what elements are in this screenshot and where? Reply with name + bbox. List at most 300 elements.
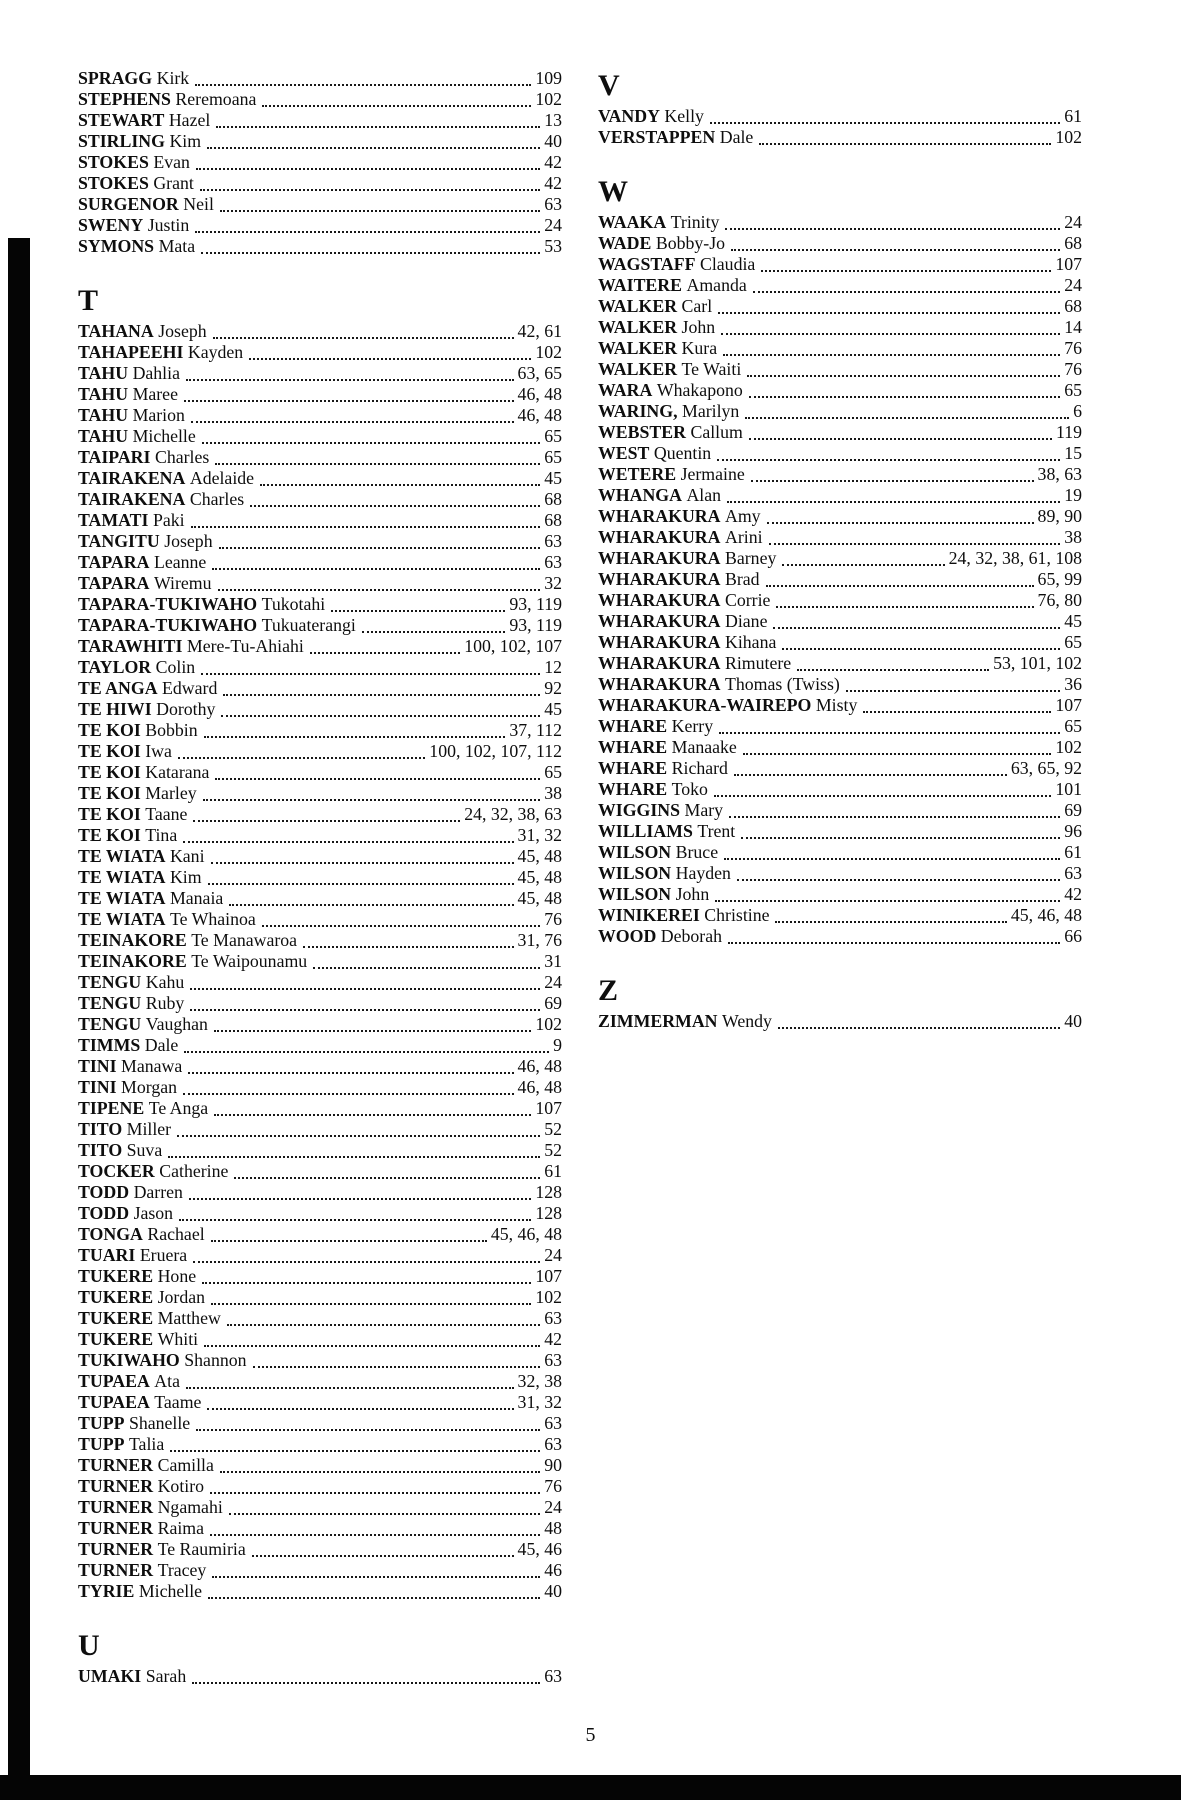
entry-page-numbers: 119 bbox=[1055, 422, 1082, 442]
entry-surname: TAHANA bbox=[78, 321, 154, 341]
index-entry bbox=[598, 275, 1082, 296]
index-entry bbox=[598, 632, 1082, 653]
entry-surname: TEINAKORE bbox=[78, 951, 187, 971]
dot-leader bbox=[721, 317, 1060, 338]
dot-leader bbox=[782, 632, 1060, 653]
entry-page-numbers: 100, 102, 107 bbox=[464, 636, 562, 656]
index-entry bbox=[78, 1266, 562, 1287]
dot-leader bbox=[741, 821, 1060, 842]
dot-leader bbox=[229, 1497, 540, 1518]
entry-given-name: Adelaide bbox=[189, 468, 255, 488]
index-entry bbox=[78, 321, 562, 342]
entry-page-numbers: 31, 32 bbox=[517, 825, 562, 845]
entry-given-name: Kihana bbox=[725, 632, 777, 652]
entry-surname: TANGITU bbox=[78, 531, 160, 551]
dot-leader bbox=[717, 443, 1060, 464]
entry-page-numbers: 45, 48 bbox=[517, 846, 562, 866]
entry-page-numbers: 89, 90 bbox=[1037, 506, 1082, 526]
entry-page-numbers: 63 bbox=[1064, 863, 1082, 883]
entry-page-numbers: 32 bbox=[544, 573, 562, 593]
entry-page-numbers: 102 bbox=[535, 89, 562, 109]
entry-given-name: Wendy bbox=[722, 1011, 772, 1031]
entry-surname: WHARAKURA-WAIREPO bbox=[598, 695, 812, 715]
section-heading: T bbox=[78, 284, 99, 317]
entry-given-name: Edward bbox=[162, 678, 218, 698]
section-entries bbox=[78, 68, 562, 257]
entry-surname: TENGU bbox=[78, 993, 142, 1013]
dot-leader bbox=[202, 1266, 531, 1287]
entry-page-numbers: 40 bbox=[544, 1581, 562, 1601]
entry-page-numbers: 102 bbox=[535, 342, 562, 362]
index-entry bbox=[78, 657, 562, 678]
index-entry bbox=[598, 506, 1082, 527]
entry-surname: WETERE bbox=[598, 464, 677, 484]
entry-given-name: Charles bbox=[189, 489, 245, 509]
dot-leader bbox=[219, 531, 541, 552]
dot-leader bbox=[186, 363, 514, 384]
entry-surname: TAHU bbox=[78, 405, 129, 425]
index-entry bbox=[78, 762, 562, 783]
entry-surname: WHARE bbox=[598, 737, 668, 757]
entry-page-numbers: 42 bbox=[544, 1329, 562, 1349]
dot-leader bbox=[749, 422, 1052, 443]
entry-surname: ZIMMERMAN bbox=[598, 1011, 718, 1031]
dot-leader bbox=[221, 699, 540, 720]
dot-leader bbox=[188, 1056, 513, 1077]
entry-given-name: Trinity bbox=[670, 212, 720, 232]
index-entry bbox=[78, 699, 562, 720]
dot-leader bbox=[177, 1119, 540, 1140]
entry-page-numbers: 40 bbox=[1064, 1011, 1082, 1031]
entry-surname: TOCKER bbox=[78, 1161, 155, 1181]
entry-surname: SYMONS bbox=[78, 236, 155, 256]
index-entry bbox=[78, 594, 562, 615]
entry-surname: TAHU bbox=[78, 363, 129, 383]
entry-given-name: Kani bbox=[169, 846, 205, 866]
index-entry bbox=[598, 127, 1082, 148]
entry-given-name: Iwa bbox=[145, 741, 172, 761]
dot-leader bbox=[728, 926, 1060, 947]
entry-page-numbers: 65 bbox=[1064, 380, 1082, 400]
entry-given-name: Tracey bbox=[157, 1560, 207, 1580]
entry-page-numbers: 63 bbox=[544, 531, 562, 551]
index-entry bbox=[598, 905, 1082, 926]
entry-page-numbers: 45, 48 bbox=[517, 888, 562, 908]
dot-leader bbox=[331, 594, 505, 615]
index-entry bbox=[78, 215, 562, 236]
entry-given-name: Shanelle bbox=[128, 1413, 191, 1433]
entry-surname: TE KOI bbox=[78, 825, 141, 845]
dot-leader bbox=[262, 909, 540, 930]
entry-given-name: Amanda bbox=[686, 275, 747, 295]
entry-given-name: John bbox=[681, 317, 716, 337]
entry-page-numbers: 24 bbox=[544, 215, 562, 235]
index-entry bbox=[78, 636, 562, 657]
entry-surname: WHARE bbox=[598, 779, 668, 799]
dot-leader bbox=[260, 468, 540, 489]
dot-leader bbox=[201, 657, 540, 678]
entry-given-name: Jason bbox=[133, 1203, 174, 1223]
entry-given-name: Maree bbox=[132, 384, 178, 404]
entry-given-name: Ata bbox=[154, 1371, 180, 1391]
entry-given-name: Vaughan bbox=[145, 1014, 208, 1034]
dot-leader bbox=[749, 380, 1060, 401]
entry-page-numbers: 93, 119 bbox=[509, 615, 562, 635]
entry-page-numbers: 128 bbox=[535, 1203, 562, 1223]
index-entry bbox=[598, 527, 1082, 548]
entry-page-numbers: 63 bbox=[544, 552, 562, 572]
dot-leader bbox=[210, 1518, 540, 1539]
index-entry bbox=[78, 68, 562, 89]
entry-surname: TENGU bbox=[78, 1014, 142, 1034]
index-entry bbox=[78, 1182, 562, 1203]
entry-given-name: Colin bbox=[155, 657, 196, 677]
entry-given-name: Claudia bbox=[699, 254, 756, 274]
index-entry bbox=[598, 884, 1082, 905]
entry-page-numbers: 38 bbox=[1064, 527, 1082, 547]
entry-given-name: John bbox=[675, 884, 710, 904]
entry-given-name: Suva bbox=[126, 1140, 163, 1160]
entry-given-name: Neil bbox=[183, 194, 214, 214]
dot-leader bbox=[745, 401, 1069, 422]
entry-given-name: Kotiro bbox=[157, 1476, 205, 1496]
entry-page-numbers: 63 bbox=[544, 194, 562, 214]
entry-surname: WALKER bbox=[598, 296, 678, 316]
entry-surname: STEWART bbox=[78, 110, 165, 130]
dot-leader bbox=[313, 951, 540, 972]
entry-page-numbers: 12 bbox=[544, 657, 562, 677]
entry-page-numbers: 31 bbox=[544, 951, 562, 971]
dot-leader bbox=[731, 233, 1060, 254]
dot-leader bbox=[727, 485, 1060, 506]
index-entry bbox=[78, 363, 562, 384]
entry-page-numbers: 19 bbox=[1064, 485, 1082, 505]
entry-page-numbers: 63, 65 bbox=[517, 363, 562, 383]
entry-page-numbers: 13 bbox=[544, 110, 562, 130]
entry-surname: TUPP bbox=[78, 1434, 125, 1454]
index-section bbox=[598, 174, 1082, 947]
index-entry bbox=[78, 173, 562, 194]
section-entries bbox=[598, 212, 1082, 947]
entry-surname: TUKERE bbox=[78, 1287, 154, 1307]
entry-surname: WHANGA bbox=[598, 485, 682, 505]
index-section bbox=[598, 973, 1082, 1032]
entry-surname: TAIPARI bbox=[78, 447, 151, 467]
index-columns bbox=[78, 68, 1082, 1687]
entry-page-numbers: 107 bbox=[1055, 254, 1082, 274]
index-entry bbox=[598, 863, 1082, 884]
index-entry bbox=[78, 510, 562, 531]
entry-given-name: Te Anga bbox=[148, 1098, 209, 1118]
column-sections bbox=[598, 68, 1082, 1032]
entry-given-name: Hone bbox=[157, 1266, 197, 1286]
entry-surname: VERSTAPPEN bbox=[598, 127, 716, 147]
dot-leader bbox=[192, 1666, 540, 1687]
dot-leader bbox=[725, 212, 1060, 233]
dot-leader bbox=[196, 152, 540, 173]
index-entry bbox=[78, 993, 562, 1014]
index-entry bbox=[78, 867, 562, 888]
index-entry bbox=[78, 552, 562, 573]
dot-leader bbox=[846, 674, 1060, 695]
entry-given-name: Thomas (Twiss) bbox=[725, 674, 840, 694]
entry-surname: WHARAKURA bbox=[598, 506, 721, 526]
entry-surname: TE HIWI bbox=[78, 699, 152, 719]
dot-leader bbox=[183, 1077, 514, 1098]
entry-page-numbers: 31, 76 bbox=[517, 930, 562, 950]
entry-surname: TUKERE bbox=[78, 1308, 154, 1328]
entry-surname: TAMATI bbox=[78, 510, 149, 530]
index-entry bbox=[598, 464, 1082, 485]
index-entry bbox=[78, 783, 562, 804]
entry-given-name: Eruera bbox=[139, 1245, 188, 1265]
index-entry bbox=[78, 1119, 562, 1140]
entry-surname: TURNER bbox=[78, 1539, 154, 1559]
entry-page-numbers: 46, 48 bbox=[517, 384, 562, 404]
index-entry bbox=[598, 674, 1082, 695]
entry-page-numbers: 102 bbox=[535, 1014, 562, 1034]
entry-given-name: Miller bbox=[126, 1119, 172, 1139]
entry-surname: WAGSTAFF bbox=[598, 254, 696, 274]
entry-given-name: Quentin bbox=[653, 443, 712, 463]
entry-surname: TAHAPEEHI bbox=[78, 342, 184, 362]
dot-leader bbox=[189, 1182, 531, 1203]
index-entry bbox=[78, 720, 562, 741]
scan-artifact-bottom-bar bbox=[0, 1775, 1181, 1800]
dot-leader bbox=[212, 1560, 540, 1581]
entry-surname: TAPARA bbox=[78, 573, 150, 593]
entry-page-numbers: 45 bbox=[1064, 611, 1082, 631]
entry-page-numbers: 109 bbox=[535, 68, 562, 88]
entry-page-numbers: 76, 80 bbox=[1037, 590, 1082, 610]
dot-leader bbox=[204, 1329, 540, 1350]
entry-page-numbers: 46 bbox=[544, 1560, 562, 1580]
dot-leader bbox=[191, 510, 541, 531]
entry-given-name: Rimutere bbox=[725, 653, 792, 673]
dot-leader bbox=[184, 384, 514, 405]
dot-leader bbox=[743, 737, 1052, 758]
entry-surname: TUARI bbox=[78, 1245, 136, 1265]
entry-given-name: Camilla bbox=[157, 1455, 214, 1475]
entry-given-name: Kura bbox=[681, 338, 718, 358]
dot-leader bbox=[211, 846, 514, 867]
index-entry bbox=[78, 1329, 562, 1350]
dot-leader bbox=[710, 106, 1060, 127]
entry-given-name: Jermaine bbox=[680, 464, 745, 484]
index-entry bbox=[78, 825, 562, 846]
entry-surname: UMAKI bbox=[78, 1666, 142, 1686]
index-entry bbox=[598, 338, 1082, 359]
entry-surname: WALKER bbox=[598, 359, 678, 379]
entry-page-numbers: 52 bbox=[544, 1119, 562, 1139]
index-entry bbox=[598, 233, 1082, 254]
section-entries bbox=[598, 106, 1082, 148]
dot-leader bbox=[252, 1539, 514, 1560]
entry-page-numbers: 63 bbox=[544, 1350, 562, 1370]
dot-leader bbox=[773, 611, 1060, 632]
index-entry bbox=[78, 531, 562, 552]
entry-page-numbers: 76 bbox=[544, 909, 562, 929]
dot-leader bbox=[216, 110, 540, 131]
entry-page-numbers: 24 bbox=[544, 972, 562, 992]
entry-page-numbers: 36 bbox=[1064, 674, 1082, 694]
dot-leader bbox=[213, 321, 514, 342]
entry-page-numbers: 61 bbox=[544, 1161, 562, 1181]
dot-leader bbox=[202, 426, 540, 447]
index-entry bbox=[78, 447, 562, 468]
dot-leader bbox=[714, 779, 1051, 800]
dot-leader bbox=[212, 552, 540, 573]
entry-surname: WEBSTER bbox=[598, 422, 686, 442]
entry-surname: TAPARA-TUKIWAHO bbox=[78, 594, 258, 614]
entry-surname: TONGA bbox=[78, 1224, 143, 1244]
entry-surname: SPRAGG bbox=[78, 68, 153, 88]
entry-surname: WHARAKURA bbox=[598, 653, 721, 673]
dot-leader bbox=[719, 716, 1060, 737]
entry-page-numbers: 68 bbox=[1064, 296, 1082, 316]
section-entries bbox=[598, 1011, 1082, 1032]
entry-surname: TINI bbox=[78, 1077, 117, 1097]
index-entry bbox=[78, 804, 562, 825]
dot-leader bbox=[214, 1014, 531, 1035]
index-column bbox=[78, 68, 562, 1687]
entry-surname: SURGENOR bbox=[78, 194, 179, 214]
entry-given-name: Christine bbox=[704, 905, 770, 925]
entry-page-numbers: 65 bbox=[544, 447, 562, 467]
dot-leader bbox=[168, 1140, 540, 1161]
entry-page-numbers: 53 bbox=[544, 236, 562, 256]
entry-page-numbers: 24 bbox=[1064, 212, 1082, 232]
entry-page-numbers: 69 bbox=[1064, 800, 1082, 820]
entry-given-name: Kirk bbox=[156, 68, 190, 88]
entry-given-name: Joseph bbox=[158, 321, 207, 341]
entry-given-name: Brad bbox=[725, 569, 760, 589]
entry-given-name: Alan bbox=[686, 485, 722, 505]
entry-given-name: Leanne bbox=[153, 552, 207, 572]
entry-given-name: Charles bbox=[154, 447, 210, 467]
index-entry bbox=[598, 800, 1082, 821]
entry-page-numbers: 76 bbox=[544, 1476, 562, 1496]
dot-leader bbox=[215, 447, 540, 468]
entry-given-name: Talia bbox=[128, 1434, 165, 1454]
entry-surname: TE KOI bbox=[78, 762, 141, 782]
entry-page-numbers: 46, 48 bbox=[517, 1056, 562, 1076]
entry-page-numbers: 65, 99 bbox=[1037, 569, 1082, 589]
dot-leader bbox=[751, 464, 1034, 485]
dot-leader bbox=[250, 489, 540, 510]
dot-leader bbox=[253, 1350, 541, 1371]
entry-page-numbers: 46, 48 bbox=[517, 1077, 562, 1097]
dot-leader bbox=[179, 1203, 531, 1224]
entry-surname: WAITERE bbox=[598, 275, 682, 295]
index-entry bbox=[78, 1560, 562, 1581]
entry-page-numbers: 96 bbox=[1064, 821, 1082, 841]
dot-leader bbox=[729, 800, 1060, 821]
entry-surname: TE KOI bbox=[78, 783, 141, 803]
entry-surname: TIPENE bbox=[78, 1098, 145, 1118]
entry-surname: SWENY bbox=[78, 215, 144, 235]
dot-leader bbox=[195, 68, 531, 89]
entry-page-numbers: 107 bbox=[1055, 695, 1082, 715]
index-entry bbox=[598, 254, 1082, 275]
entry-given-name: Taame bbox=[154, 1392, 202, 1412]
entry-page-numbers: 45, 48 bbox=[517, 867, 562, 887]
entry-page-numbers: 24, 32, 38, 61, 108 bbox=[948, 548, 1082, 568]
index-entry bbox=[78, 405, 562, 426]
entry-page-numbers: 93, 119 bbox=[509, 594, 562, 614]
entry-page-numbers: 90 bbox=[544, 1455, 562, 1475]
index-entry bbox=[598, 821, 1082, 842]
entry-surname: TE KOI bbox=[78, 741, 141, 761]
entry-page-numbers: 63 bbox=[544, 1434, 562, 1454]
entry-given-name: Te Manawaroa bbox=[191, 930, 298, 950]
entry-given-name: Manaake bbox=[671, 737, 737, 757]
entry-surname: WILSON bbox=[598, 863, 672, 883]
index-entry bbox=[598, 611, 1082, 632]
section-heading: V bbox=[598, 69, 621, 102]
dot-leader bbox=[769, 527, 1061, 548]
index-section bbox=[78, 283, 562, 1602]
index-entry bbox=[78, 1077, 562, 1098]
entry-page-numbers: 40 bbox=[544, 131, 562, 151]
dot-leader bbox=[234, 1161, 540, 1182]
entry-given-name: Misty bbox=[815, 695, 858, 715]
dot-leader bbox=[203, 783, 541, 804]
dot-leader bbox=[193, 1245, 540, 1266]
entry-given-name: Grant bbox=[153, 173, 194, 193]
dot-leader bbox=[249, 342, 531, 363]
index-entry bbox=[78, 1014, 562, 1035]
dot-leader bbox=[170, 1434, 540, 1455]
index-entry bbox=[78, 1161, 562, 1182]
entry-surname: WIGGINS bbox=[598, 800, 681, 820]
index-entry bbox=[78, 1497, 562, 1518]
dot-leader bbox=[797, 653, 989, 674]
page-number: 5 bbox=[585, 1724, 596, 1746]
index-entry bbox=[598, 422, 1082, 443]
entry-page-numbers: 24 bbox=[544, 1497, 562, 1517]
entry-surname: TE KOI bbox=[78, 720, 141, 740]
entry-given-name: Hayden bbox=[675, 863, 731, 883]
entry-surname: TUPP bbox=[78, 1413, 125, 1433]
entry-given-name: Marley bbox=[145, 783, 197, 803]
dot-leader bbox=[183, 825, 513, 846]
entry-surname: TYRIE bbox=[78, 1581, 135, 1601]
entry-surname: WHARAKURA bbox=[598, 569, 721, 589]
entry-given-name: Shannon bbox=[184, 1350, 247, 1370]
entry-surname: WHARAKURA bbox=[598, 674, 721, 694]
index-entry bbox=[78, 1455, 562, 1476]
entry-given-name: Michelle bbox=[132, 426, 196, 446]
entry-page-numbers: 76 bbox=[1064, 359, 1082, 379]
entry-page-numbers: 61 bbox=[1064, 106, 1082, 126]
dot-leader bbox=[204, 720, 506, 741]
dot-leader bbox=[200, 173, 540, 194]
entry-surname: WHARAKURA bbox=[598, 590, 721, 610]
entry-given-name: Bobbin bbox=[145, 720, 198, 740]
entry-given-name: Te Waipounamu bbox=[191, 951, 308, 971]
index-entry bbox=[78, 1666, 562, 1687]
index-section bbox=[78, 68, 562, 257]
entry-surname: TE ANGA bbox=[78, 678, 158, 698]
dot-leader bbox=[220, 194, 540, 215]
entry-given-name: Marion bbox=[132, 405, 185, 425]
entry-given-name: Whiti bbox=[157, 1329, 199, 1349]
entry-given-name: Dorothy bbox=[156, 699, 216, 719]
index-entry bbox=[78, 1539, 562, 1560]
entry-given-name: Kayden bbox=[187, 342, 244, 362]
dot-leader bbox=[220, 1455, 540, 1476]
